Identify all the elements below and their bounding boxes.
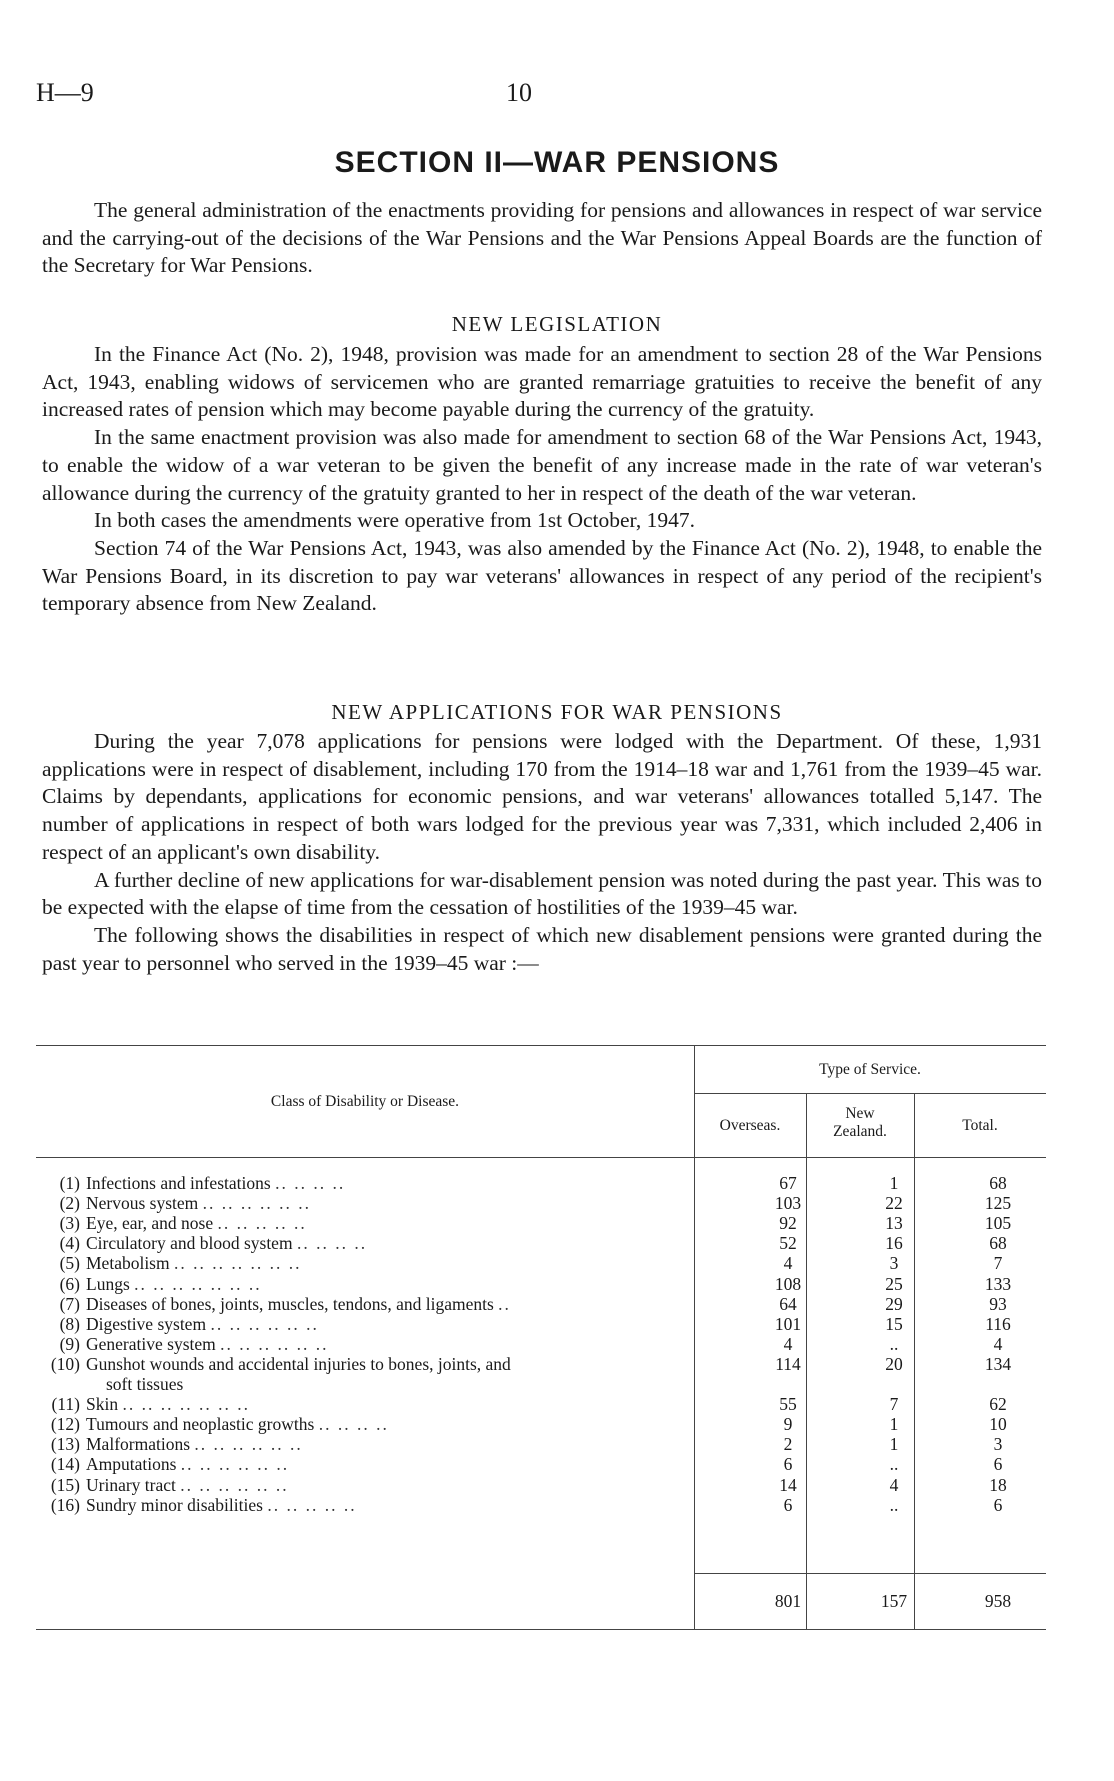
row-label-text: Lungs bbox=[86, 1273, 130, 1294]
cell-new-zealand: 7 bbox=[889, 1394, 899, 1415]
row-label bbox=[86, 1454, 694, 1475]
total-new-zealand: 157 bbox=[880, 1591, 908, 1611]
cell-overseas: 101 bbox=[774, 1313, 802, 1334]
cell-new-zealand: 1 bbox=[889, 1434, 899, 1455]
applications-paragraph: During the year 7,078 applications for pensions were lodged with the Department. Of these, 1,931 applications were in respect of disablement, including 170 from the 1914–18 war and 1,761 from the 1939–45 war. Claims by dependants, applications for economic pensions, and war veterans' allowances totalled 5,147. The number of applications in respect of both wars lodged for the previous year was 7,331, which included 2,406 in respect of an applicant's own disability. bbox=[42, 729, 1042, 864]
row-label bbox=[86, 1495, 694, 1516]
cell-overseas: 2 bbox=[783, 1434, 793, 1455]
heading-new-legislation: NEW LEGISLATION bbox=[451, 312, 663, 336]
cell-new-zealand: 25 bbox=[885, 1273, 903, 1294]
row-label bbox=[86, 1394, 694, 1415]
leader-dots: .. bbox=[498, 1293, 511, 1314]
cell-overseas: 6 bbox=[783, 1494, 793, 1515]
cell-total: 18 bbox=[989, 1474, 1007, 1495]
legislation-paragraph: In both cases the amendments were operative from 1st October, 1947. bbox=[94, 508, 695, 533]
legislation-paragraph: In the Finance Act (No. 2), 1948, provision was made for an amendment to section 28 of the War Pensions Act, 1943, enabling widows of servicemen who are granted remarriage gratuities to receive the benefit of any increased rates of pension which may become payable during the currency of the gratuity. bbox=[42, 342, 1042, 422]
row-index: (16) bbox=[50, 1494, 80, 1515]
cell-total: 3 bbox=[993, 1434, 1003, 1455]
cell-overseas: 4 bbox=[783, 1253, 793, 1274]
cell-new-zealand: 22 bbox=[885, 1193, 903, 1214]
row-label-text: Amputations bbox=[86, 1454, 177, 1475]
row-index: (6) bbox=[59, 1273, 80, 1294]
cell-total: 133 bbox=[984, 1273, 1012, 1294]
cell-overseas: 6 bbox=[783, 1454, 793, 1475]
page-number: 10 bbox=[506, 78, 532, 107]
header-overseas: Overseas. bbox=[719, 1117, 781, 1134]
header-type-of-service: Type of Service. bbox=[819, 1061, 921, 1078]
cell-overseas: 52 bbox=[779, 1233, 797, 1254]
table-top-rule bbox=[36, 1045, 1046, 1046]
cell-overseas: 55 bbox=[779, 1394, 797, 1415]
cell-total: 10 bbox=[989, 1414, 1007, 1435]
total-all: 958 bbox=[984, 1591, 1012, 1611]
cell-overseas: 9 bbox=[783, 1414, 793, 1435]
total-overseas: 801 bbox=[774, 1591, 802, 1611]
applications-paragraph: A further decline of new applications for war-disablement pension was noted during the past year. This was to be expected with the elapse of time from the cessation of hostilities of the 1939–45 war. bbox=[42, 867, 1042, 920]
row-label-text: Generative system bbox=[86, 1333, 216, 1354]
leader-dots: .. .. .. .. bbox=[296, 1233, 368, 1254]
header-class-of-disability: Class of Disability or Disease. bbox=[270, 1093, 460, 1110]
header-nz-line2: Zealand. bbox=[833, 1123, 887, 1140]
intro-text: The general administration of the enactments providing for pensions and allowances in respect of war service and the carrying-out of the decisions of the War Pensions and the War Pensions Appeal Boards are the function of the Secretary for War Pensions. bbox=[42, 198, 1042, 278]
cell-new-zealand: .. bbox=[889, 1494, 899, 1515]
cell-overseas: 4 bbox=[783, 1333, 793, 1354]
row-label-text: Gunshot wounds and accidental injuries to bones, joints, and bbox=[86, 1353, 511, 1374]
row-label bbox=[86, 1193, 694, 1214]
cell-new-zealand: 16 bbox=[885, 1233, 903, 1254]
row-label-text: Digestive system bbox=[86, 1313, 207, 1334]
row-index: (2) bbox=[59, 1193, 80, 1214]
row-label bbox=[86, 1213, 694, 1234]
row-label bbox=[86, 1274, 694, 1295]
header-nz-line1: New bbox=[845, 1105, 875, 1122]
row-index: (12) bbox=[50, 1414, 80, 1435]
row-label-text: Diseases of bones, joints, muscles, tendons, and ligaments bbox=[86, 1293, 494, 1314]
row-label-continuation: soft tissues bbox=[106, 1374, 184, 1394]
row-index: (11) bbox=[51, 1394, 80, 1415]
row-label-text: Circulatory and blood system bbox=[86, 1233, 293, 1254]
header-bottom-rule bbox=[36, 1157, 1046, 1158]
row-index: (15) bbox=[50, 1474, 80, 1495]
row-label bbox=[86, 1294, 694, 1315]
row-label bbox=[86, 1475, 694, 1496]
cell-overseas: 64 bbox=[779, 1293, 797, 1314]
leader-dots: .. .. .. .. .. .. bbox=[180, 1474, 289, 1495]
legislation-paragraph: Section 74 of the War Pensions Act, 1943, was also amended by the Finance Act (No. 2), 1948, to enable the War Pensions Board, in its discretion to pay war veterans' allowances in respect of any period of the recipient's temporary absence from New Zealand. bbox=[42, 535, 1042, 616]
leader-dots: .. .. .. .. .. .. .. bbox=[134, 1273, 262, 1294]
type-of-service-rule bbox=[694, 1093, 1046, 1094]
disability-table bbox=[36, 1045, 1046, 1630]
leader-dots: .. .. .. .. .. .. .. bbox=[173, 1253, 302, 1274]
cell-total: 116 bbox=[985, 1313, 1011, 1334]
row-index: (3) bbox=[59, 1213, 80, 1234]
leader-dots: .. .. .. .. .. .. bbox=[180, 1454, 290, 1475]
header-total: Total. bbox=[962, 1117, 998, 1134]
cell-total: 125 bbox=[984, 1193, 1012, 1214]
row-label-text: Eye, ear, and nose bbox=[86, 1213, 214, 1234]
row-label-text: Malformations bbox=[86, 1434, 191, 1455]
section-title: SECTION II—WAR PENSIONS bbox=[334, 146, 780, 179]
row-label bbox=[86, 1354, 694, 1375]
cell-new-zealand: 1 bbox=[889, 1414, 899, 1435]
cell-total: 68 bbox=[989, 1233, 1007, 1254]
cell-new-zealand: .. bbox=[889, 1454, 899, 1475]
heading-new-applications: NEW APPLICATIONS FOR WAR PENSIONS bbox=[331, 700, 783, 724]
cell-new-zealand: .. bbox=[889, 1333, 899, 1354]
row-label-text: Infections and infestations bbox=[86, 1173, 271, 1193]
row-index: (8) bbox=[59, 1313, 80, 1334]
cell-new-zealand: 13 bbox=[885, 1213, 903, 1234]
cell-new-zealand: 29 bbox=[885, 1293, 903, 1314]
row-index: (1) bbox=[59, 1173, 80, 1193]
cell-overseas: 14 bbox=[779, 1474, 797, 1495]
row-label-text: Sundry minor disabilities bbox=[86, 1494, 263, 1515]
cell-new-zealand: 20 bbox=[885, 1353, 903, 1374]
leader-dots: .. .. .. .. .. bbox=[267, 1494, 357, 1515]
row-index: (14) bbox=[50, 1454, 80, 1475]
row-index: (5) bbox=[59, 1253, 80, 1274]
cell-total: 4 bbox=[993, 1333, 1003, 1354]
cell-total: 62 bbox=[989, 1394, 1007, 1415]
cell-overseas: 108 bbox=[774, 1273, 802, 1294]
intro-paragraph bbox=[42, 197, 1042, 280]
cell-total: 93 bbox=[989, 1293, 1007, 1314]
cell-overseas: 67 bbox=[779, 1173, 797, 1193]
cell-overseas: 114 bbox=[775, 1353, 801, 1374]
row-label-text: Skin bbox=[86, 1394, 119, 1415]
legislation-section bbox=[42, 341, 1042, 618]
row-label bbox=[86, 1334, 694, 1355]
leader-dots: .. .. .. .. .. .. bbox=[210, 1313, 319, 1334]
cell-total: 7 bbox=[993, 1253, 1003, 1274]
row-label bbox=[86, 1253, 694, 1274]
row-label bbox=[86, 1173, 694, 1194]
cell-new-zealand: 15 bbox=[885, 1313, 903, 1334]
row-label-text: Tumours and neoplastic growths bbox=[86, 1414, 315, 1435]
row-index: (13) bbox=[50, 1434, 80, 1455]
legislation-paragraph: In the same enactment provision was also made for amendment to section 68 of the War Pensions Act, 1943, to enable the widow of a war veteran to be given the benefit of any increase made in the rate of war veteran's allowance during the currency of the gratuity granted to her in respect of the death of the war veteran. bbox=[42, 425, 1042, 505]
cell-overseas: 103 bbox=[774, 1193, 802, 1214]
row-index: (10) bbox=[50, 1353, 80, 1374]
cell-total: 6 bbox=[993, 1494, 1003, 1515]
totals-rule bbox=[694, 1573, 1046, 1574]
applications-paragraph: The following shows the disabilities in respect of which new disablement pensions were granted during the past year to personnel who served in the 1939–45 war :— bbox=[42, 922, 1042, 975]
row-index: (7) bbox=[59, 1293, 80, 1314]
leader-dots: .. .. .. .. .. .. .. bbox=[122, 1394, 250, 1415]
leader-dots: .. .. .. .. .. .. bbox=[194, 1434, 303, 1455]
row-index: (9) bbox=[59, 1333, 80, 1354]
cell-total: 68 bbox=[989, 1173, 1007, 1193]
row-label-text: Urinary tract bbox=[86, 1474, 176, 1495]
leader-dots: .. .. .. .. bbox=[275, 1173, 346, 1193]
cell-new-zealand: 4 bbox=[889, 1474, 899, 1495]
row-index: (4) bbox=[59, 1233, 80, 1254]
leader-dots: .. .. .. .. .. .. bbox=[220, 1333, 329, 1354]
cell-new-zealand: 1 bbox=[889, 1173, 899, 1193]
leader-dots: .. .. .. .. bbox=[318, 1414, 389, 1435]
cell-total: 134 bbox=[984, 1353, 1012, 1374]
table-bottom-rule bbox=[36, 1629, 1046, 1630]
cell-total: 6 bbox=[993, 1454, 1003, 1475]
applications-section bbox=[42, 728, 1042, 977]
cell-new-zealand: 3 bbox=[889, 1253, 899, 1274]
header-new-zealand bbox=[806, 1105, 914, 1141]
page-code: H—9 bbox=[36, 78, 94, 107]
cell-overseas: 92 bbox=[779, 1213, 797, 1234]
cell-total: 105 bbox=[984, 1213, 1012, 1234]
row-label bbox=[86, 1233, 694, 1254]
row-label bbox=[86, 1414, 694, 1435]
row-label bbox=[86, 1314, 694, 1335]
leader-dots: .. .. .. .. .. .. bbox=[202, 1193, 312, 1214]
row-label-text: Nervous system bbox=[86, 1193, 199, 1214]
row-label-text: Metabolism bbox=[86, 1253, 170, 1274]
row-label bbox=[86, 1434, 694, 1455]
leader-dots: .. .. .. .. .. bbox=[217, 1213, 307, 1234]
